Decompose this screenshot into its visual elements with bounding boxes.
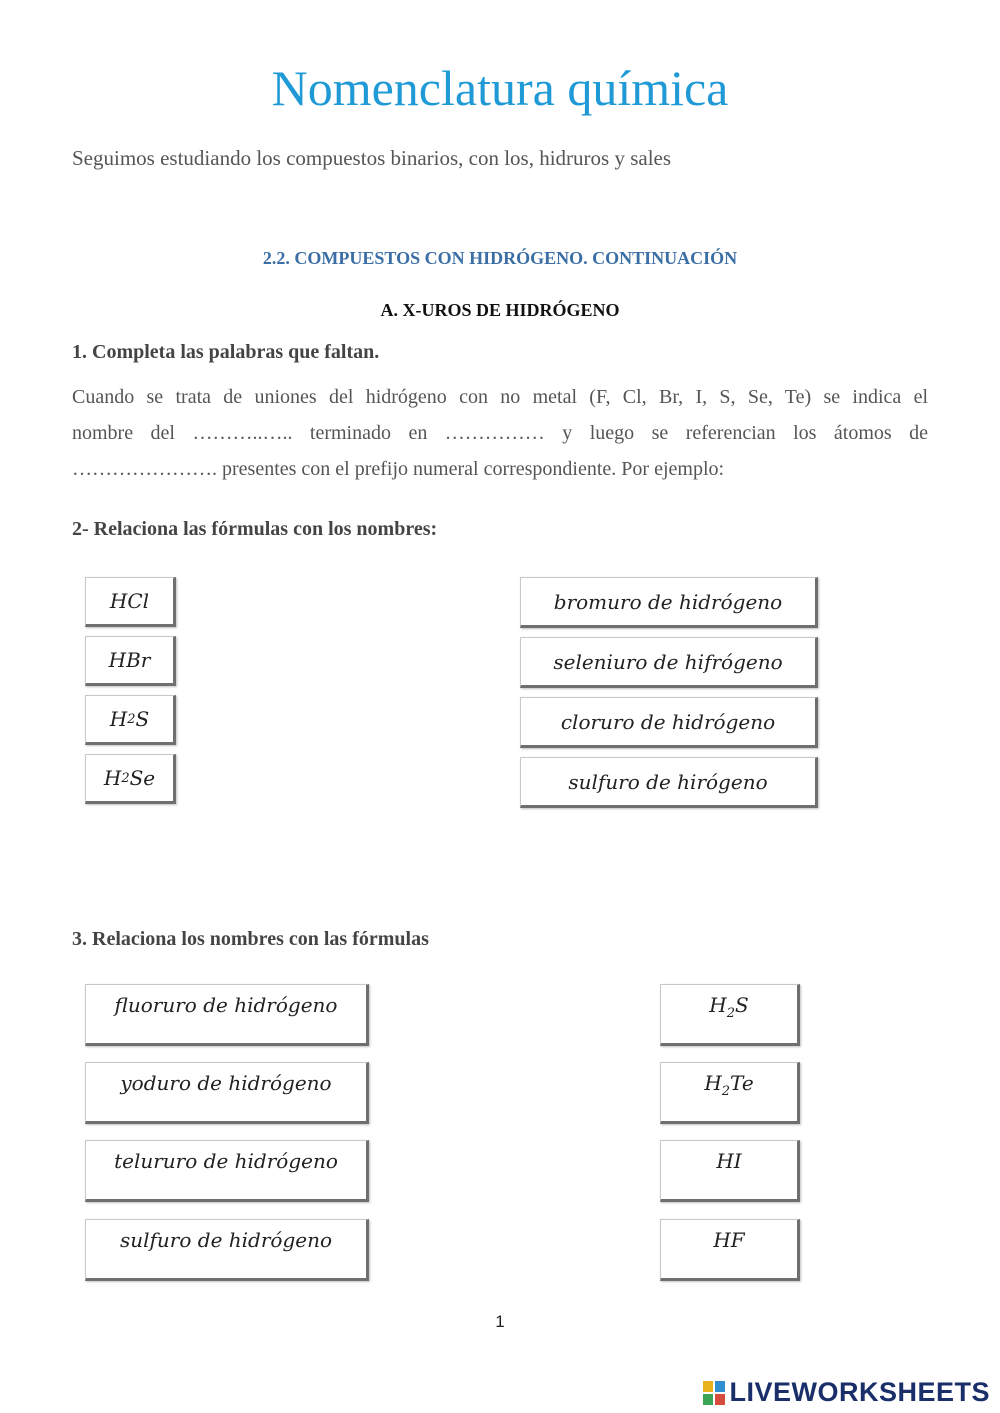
subsection-heading: A. X-UROS DE HIDRÓGENO: [380, 300, 620, 320]
q2-formula-card-3[interactable]: [85, 695, 176, 745]
liveworksheets-brand: [703, 1377, 990, 1408]
q3-formula-card-1[interactable]: [660, 984, 800, 1046]
name-text: sulfuro de hirógeno: [568, 769, 768, 794]
question-1-paragraph: [72, 379, 928, 487]
formula-text: H: [709, 993, 727, 1017]
question-2-heading: 2- Relaciona las fórmulas con los nombres:: [72, 518, 438, 540]
name-text: telururo de hidrógeno: [114, 1149, 338, 1173]
q2-name-card-2[interactable]: [520, 637, 818, 688]
q3-name-card-2[interactable]: [85, 1062, 369, 1124]
formula-text: HI: [716, 1149, 742, 1173]
paragraph-line-2: nombre del ………..….. terminado en …………… y luego se referencian los átomos de: [72, 422, 928, 444]
formula-tail: Te: [730, 1071, 754, 1095]
formula-tail: Se: [129, 766, 156, 790]
name-text: sulfuro de hidrógeno: [119, 1228, 333, 1252]
formula-tail: S: [735, 993, 749, 1017]
formula-text: HF: [713, 1228, 745, 1252]
q2-name-card-3[interactable]: [520, 697, 818, 748]
question-1-heading: 1. Completa las palabras que faltan.: [72, 341, 380, 363]
formula-text: H: [704, 1071, 722, 1095]
q3-name-card-4[interactable]: [85, 1219, 369, 1281]
name-text: cloruro de hidrógeno: [560, 709, 776, 734]
liveworksheets-logo-icon: [703, 1381, 725, 1405]
formula-subscript: 2: [726, 1006, 736, 1021]
page-number: 1: [495, 1312, 505, 1331]
paragraph-line-3: …………………. presentes con el prefijo numeral correspondiente. Por ejemplo:: [72, 458, 725, 480]
formula-text: HBr: [108, 648, 151, 672]
q3-formula-card-4[interactable]: [660, 1219, 800, 1281]
q3-formula-card-2[interactable]: [660, 1062, 800, 1124]
formula-subscript: 2: [721, 1084, 731, 1099]
page-title: Nomenclatura química: [271, 60, 729, 116]
q3-name-card-1[interactable]: [85, 984, 369, 1046]
formula-text: H: [109, 707, 128, 731]
formula-subscript: 2: [127, 711, 136, 727]
formula-text: H: [103, 766, 122, 790]
q2-formula-card-4[interactable]: [85, 754, 176, 804]
formula-text: HCl: [109, 589, 150, 613]
page-subtitle: Seguimos estudiando los compuestos binarios, con los, hidruros y sales: [72, 146, 672, 170]
paragraph-line-1: Cuando se trata de uniones del hidrógeno con no metal (F, Cl, Br, I, S, Se, Te) se indica el: [72, 386, 928, 408]
brand-text: LIVEWORKSHEETS: [729, 1377, 990, 1407]
q3-name-card-3[interactable]: [85, 1140, 369, 1202]
q2-formula-card-2[interactable]: [85, 636, 176, 686]
formula-tail: S: [135, 707, 150, 731]
q2-formula-card-1[interactable]: [85, 577, 176, 627]
section-heading: 2.2. COMPUESTOS CON HIDRÓGENO. CONTINUACIÓN: [262, 248, 738, 268]
q2-name-card-4[interactable]: [520, 757, 818, 808]
name-text: yoduro de hidrógeno: [120, 1071, 332, 1095]
formula-subscript: 2: [121, 770, 130, 786]
name-text: bromuro de hidrógeno: [553, 589, 783, 614]
q2-name-card-1[interactable]: [520, 577, 818, 628]
name-text: seleniuro de hifrógeno: [553, 649, 783, 674]
question-3-heading: 3. Relaciona los nombres con las fórmulas: [72, 928, 429, 950]
q3-formula-card-3[interactable]: [660, 1140, 800, 1202]
name-text: fluoruro de hidrógeno: [114, 993, 338, 1017]
